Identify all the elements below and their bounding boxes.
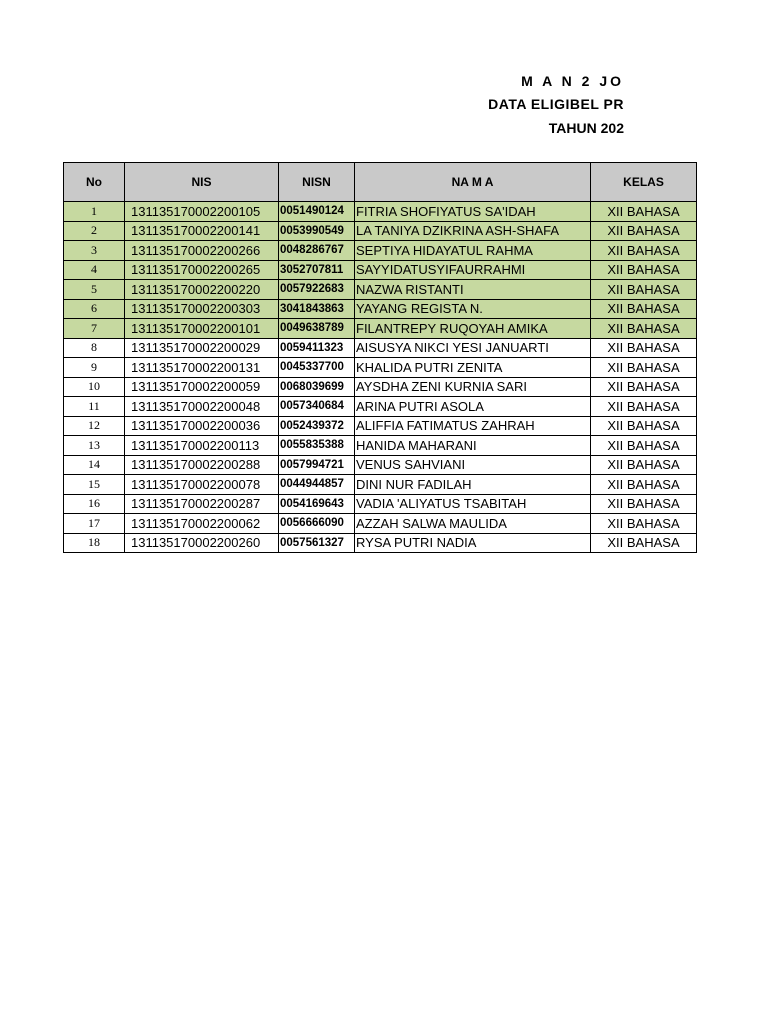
cell-nis: 131135170002200288 [125, 455, 279, 475]
table-row [64, 202, 697, 222]
cell-no: 5 [64, 280, 125, 300]
school-title: M A N 2 JO [521, 73, 624, 89]
table-row [64, 416, 697, 436]
cell-nis: 131135170002200287 [125, 494, 279, 514]
cell-kelas: XII BAHASA [591, 436, 697, 456]
cell-no: 14 [64, 455, 125, 475]
cell-nama: YAYANG REGISTA N. [355, 299, 591, 319]
cell-nama: VADIA 'ALIYATUS TSABITAH [355, 494, 591, 514]
cell-nisn: 0057994721 [279, 455, 355, 475]
cell-nama: ALIFFIA FATIMATUS ZAHRAH [355, 416, 591, 436]
cell-nama: FILANTREPY RUQOYAH AMIKA [355, 319, 591, 339]
cell-kelas: XII BAHASA [591, 358, 697, 378]
cell-nisn: 0044944857 [279, 475, 355, 495]
eligible-students-table [63, 162, 697, 553]
cell-kelas: XII BAHASA [591, 280, 697, 300]
cell-kelas: XII BAHASA [591, 221, 697, 241]
cell-kelas: XII BAHASA [591, 494, 697, 514]
cell-no: 15 [64, 475, 125, 495]
table-row [64, 475, 697, 495]
cell-nama: AYSDHA ZENI KURNIA SARI [355, 377, 591, 397]
table-row [64, 436, 697, 456]
table-row [64, 319, 697, 339]
cell-nama: SAYYIDATUSYIFAURRAHMI [355, 260, 591, 280]
table-row [64, 377, 697, 397]
cell-nisn: 0053990549 [279, 221, 355, 241]
cell-nisn: 0045337700 [279, 358, 355, 378]
cell-kelas: XII BAHASA [591, 241, 697, 261]
table-row [64, 221, 697, 241]
column-header-nis: NIS [125, 163, 279, 202]
table-row [64, 397, 697, 417]
column-header-no: No [64, 163, 125, 202]
cell-nis: 131135170002200029 [125, 338, 279, 358]
cell-nama: AZZAH SALWA MAULIDA [355, 514, 591, 534]
cell-nisn: 3052707811 [279, 260, 355, 280]
table-row [64, 494, 697, 514]
cell-kelas: XII BAHASA [591, 533, 697, 553]
cell-nisn: 0068039699 [279, 377, 355, 397]
cell-nis: 131135170002200078 [125, 475, 279, 495]
table-body [64, 202, 697, 553]
table-row [64, 358, 697, 378]
cell-no: 18 [64, 533, 125, 553]
cell-nis: 131135170002200260 [125, 533, 279, 553]
cell-nama: FITRIA SHOFIYATUS SA'IDAH [355, 202, 591, 222]
table-row [64, 455, 697, 475]
cell-no: 4 [64, 260, 125, 280]
cell-kelas: XII BAHASA [591, 260, 697, 280]
cell-no: 13 [64, 436, 125, 456]
cell-kelas: XII BAHASA [591, 514, 697, 534]
cell-kelas: XII BAHASA [591, 202, 697, 222]
cell-nama: HANIDA MAHARANI [355, 436, 591, 456]
cell-nama: LA TANIYA DZIKRINA ASH-SHAFA [355, 221, 591, 241]
cell-nis: 131135170002200303 [125, 299, 279, 319]
cell-no: 8 [64, 338, 125, 358]
table-header-row [64, 163, 697, 202]
cell-nis: 131135170002200220 [125, 280, 279, 300]
cell-nama: NAZWA RISTANTI [355, 280, 591, 300]
cell-nisn: 0056666090 [279, 514, 355, 534]
cell-no: 10 [64, 377, 125, 397]
column-header-nisn: NISN [279, 163, 355, 202]
cell-kelas: XII BAHASA [591, 397, 697, 417]
cell-no: 11 [64, 397, 125, 417]
cell-kelas: XII BAHASA [591, 377, 697, 397]
cell-nis: 131135170002200141 [125, 221, 279, 241]
cell-nis: 131135170002200036 [125, 416, 279, 436]
cell-no: 16 [64, 494, 125, 514]
cell-kelas: XII BAHASA [591, 338, 697, 358]
cell-nis: 131135170002200048 [125, 397, 279, 417]
document-title: DATA ELIGIBEL PR [488, 96, 624, 112]
cell-nisn: 0049638789 [279, 319, 355, 339]
cell-nis: 131135170002200113 [125, 436, 279, 456]
table-row [64, 280, 697, 300]
cell-nama: VENUS SAHVIANI [355, 455, 591, 475]
cell-no: 1 [64, 202, 125, 222]
cell-nis: 131135170002200062 [125, 514, 279, 534]
cell-nisn: 0048286767 [279, 241, 355, 261]
cell-no: 6 [64, 299, 125, 319]
header-block [0, 0, 696, 150]
cell-nis: 131135170002200265 [125, 260, 279, 280]
cell-nama: KHALIDA PUTRI ZENITA [355, 358, 591, 378]
cell-kelas: XII BAHASA [591, 416, 697, 436]
cell-nama: SEPTIYA HIDAYATUL RAHMA [355, 241, 591, 261]
cell-no: 3 [64, 241, 125, 261]
cell-kelas: XII BAHASA [591, 475, 697, 495]
cell-nisn: 0057561327 [279, 533, 355, 553]
cell-nis: 131135170002200101 [125, 319, 279, 339]
table-row [64, 260, 697, 280]
table-row [64, 514, 697, 534]
cell-no: 2 [64, 221, 125, 241]
table-row [64, 299, 697, 319]
cell-nis: 131135170002200105 [125, 202, 279, 222]
cell-nisn: 0051490124 [279, 202, 355, 222]
cell-nama: RYSA PUTRI NADIA [355, 533, 591, 553]
cell-nisn: 0059411323 [279, 338, 355, 358]
cell-no: 9 [64, 358, 125, 378]
cell-nama: ARINA PUTRI ASOLA [355, 397, 591, 417]
table-row [64, 338, 697, 358]
table-row [64, 533, 697, 553]
cell-no: 12 [64, 416, 125, 436]
cell-nis: 131135170002200266 [125, 241, 279, 261]
cell-nisn: 3041843863 [279, 299, 355, 319]
cell-no: 17 [64, 514, 125, 534]
column-header-nama: NA M A [355, 163, 591, 202]
cell-nis: 131135170002200131 [125, 358, 279, 378]
cell-nama: DINI NUR FADILAH [355, 475, 591, 495]
cell-nisn: 0054169643 [279, 494, 355, 514]
cell-nisn: 0057340684 [279, 397, 355, 417]
cell-nisn: 0052439372 [279, 416, 355, 436]
cell-kelas: XII BAHASA [591, 455, 697, 475]
cell-nis: 131135170002200059 [125, 377, 279, 397]
cell-nisn: 0057922683 [279, 280, 355, 300]
cell-nisn: 0055835388 [279, 436, 355, 456]
cell-nama: AISUSYA NIKCI YESI JANUARTI [355, 338, 591, 358]
cell-no: 7 [64, 319, 125, 339]
year-title: TAHUN 202 [548, 120, 624, 136]
table-row [64, 241, 697, 261]
column-header-kelas: KELAS [591, 163, 697, 202]
cell-kelas: XII BAHASA [591, 299, 697, 319]
cell-kelas: XII BAHASA [591, 319, 697, 339]
